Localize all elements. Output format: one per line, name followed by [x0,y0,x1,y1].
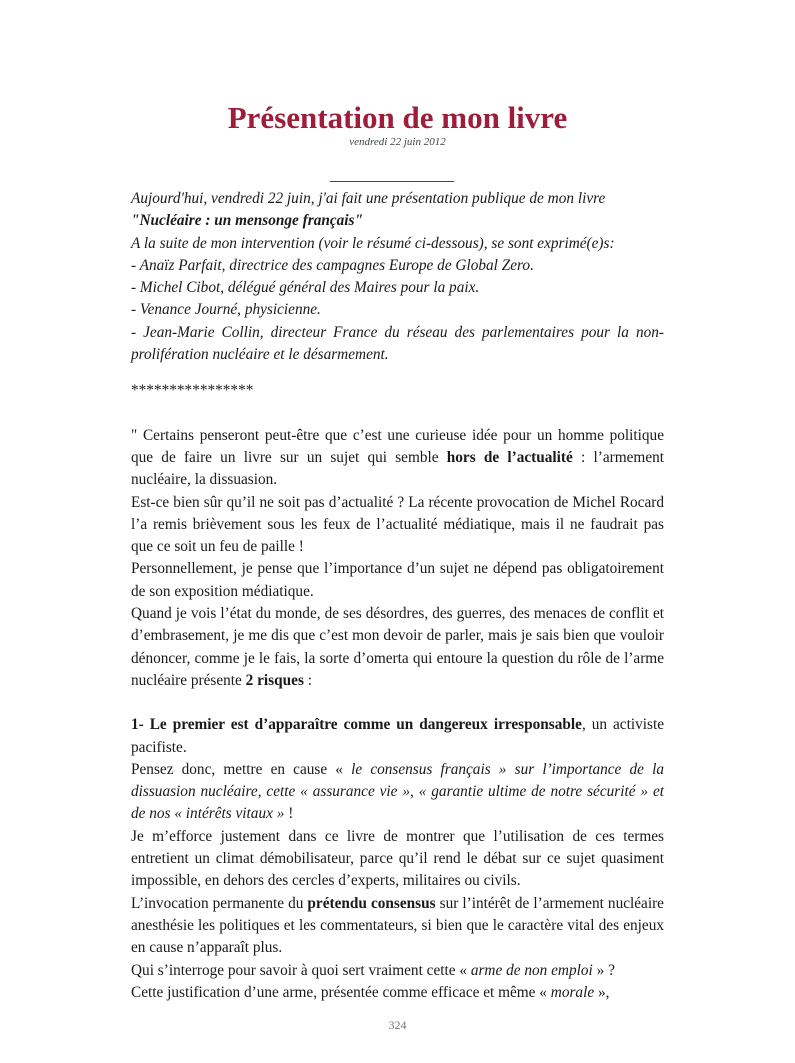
paragraph [131,960,664,982]
paragraph-text: , un activiste pacifiste. [131,716,664,756]
article-body [131,188,664,1004]
title-divider [330,181,454,182]
paragraph-text: Qui s’interroge pour savoir à quoi sert vraiment cette « [131,961,471,979]
paragraph [131,759,664,826]
paragraph [131,714,664,759]
book-title-text: "Nucléaire : un mensonge français" [131,212,364,230]
paragraph [131,603,664,692]
separator: **************** [131,382,254,400]
paragraph: Est-ce bien sûr qu’il ne soit pas d’actualité ? La récente provocation de Michel Rocard l’a remis brièvement sous les feux de l’actualité médiatique, mais il ne faudrait pas que ce soit un feu de paille ! [131,493,664,556]
paragraph-text: : l’armement nucléaire, la dissuasion. [131,448,665,489]
intro-line: Aujourd'hui, vendredi 22 juin, j'ai fait une présentation publique de mon livre [131,190,606,207]
book-title [131,210,664,232]
paragraph-text: sur l’intérêt de l’armement nucléaire anesthésie les politiques et les commentateurs, si bien que le caractère vital des enjeux en cause n’apparaît plus. [131,894,664,957]
speaker-item: - Michel Cibot, délégué général des Maires pour la paix. [131,279,480,297]
paragraph-text: », [594,983,610,1001]
paragraph: Personnellement, je pense que l’importance d’un sujet ne dépend pas obligatoirement de son exposition médiatique. [131,560,664,600]
quote: morale [550,983,595,1001]
paragraph-text: L’invocation permanente du [131,894,308,912]
emphasis: hors de l’actualité [446,448,573,466]
intro-line: A la suite de mon intervention (voir le résumé ci-dessous), se sont exprimé(e)s: [131,234,615,252]
emphasis: 2 risques [245,671,304,689]
quote: le consensus français » sur l’importance de la dissuasion nucléaire, cette « assurance vie », « garantie ultime de notre sécurité » et de nos « intérêts vitaux » [131,760,665,823]
speaker-item: - Anaïz Parfait, directrice des campagnes Europe de Global Zero. [131,256,534,274]
paragraph-text: : [303,671,312,689]
emphasis: prétendu consensus [307,894,436,912]
page-title: Présentation de mon livre [227,100,568,135]
paragraph-text: ! [284,805,294,823]
paragraph-text: Quand je vois l’état du monde, de ses désordres, des guerres, des menaces de conflit et d’embrasement, je me dis que c’est mon devoir de parler, mais je sais bien que vouloir dénoncer, comme je le fais, la sorte d’omerta qui entoure la question du rôle de l’arme nucléaire présente [131,605,664,689]
speaker-item: - Jean-Marie Collin, directeur France du réseau des parlementaires pour la non- prolifération nucléaire et le désarmement. [131,323,664,364]
paragraph-text: » ? [592,961,615,979]
emphasis: 1- Le premier est d’apparaître comme un dangereux irresponsable [131,716,582,734]
page-number: 324 [388,1018,407,1032]
post-date: vendredi 22 juin 2012 [349,136,446,148]
paragraph [131,982,664,1004]
paragraph-text: Pensez donc, mettre en cause « [131,760,352,778]
paragraph-text: " Certains penseront peut-être que c’est une curieuse idée pour un homme politique que de faire un livre sur un sujet qui semble [131,426,664,466]
paragraph [131,425,664,492]
quote: arme de non emploi [470,961,593,979]
speaker-item: - Venance Journé, physicienne. [131,301,321,319]
paragraph-text: Cette justification d’une arme, présentée comme efficace et même « [131,983,551,1001]
paragraph: Je m’efforce justement dans ce livre de montrer que l’utilisation de ces termes entretient un climat démobilisateur, parce qu’il rend le débat sur ce sujet quasiment impossible, en dehors des cercles d’experts, militaires ou civils. [131,827,664,890]
paragraph [131,893,664,960]
